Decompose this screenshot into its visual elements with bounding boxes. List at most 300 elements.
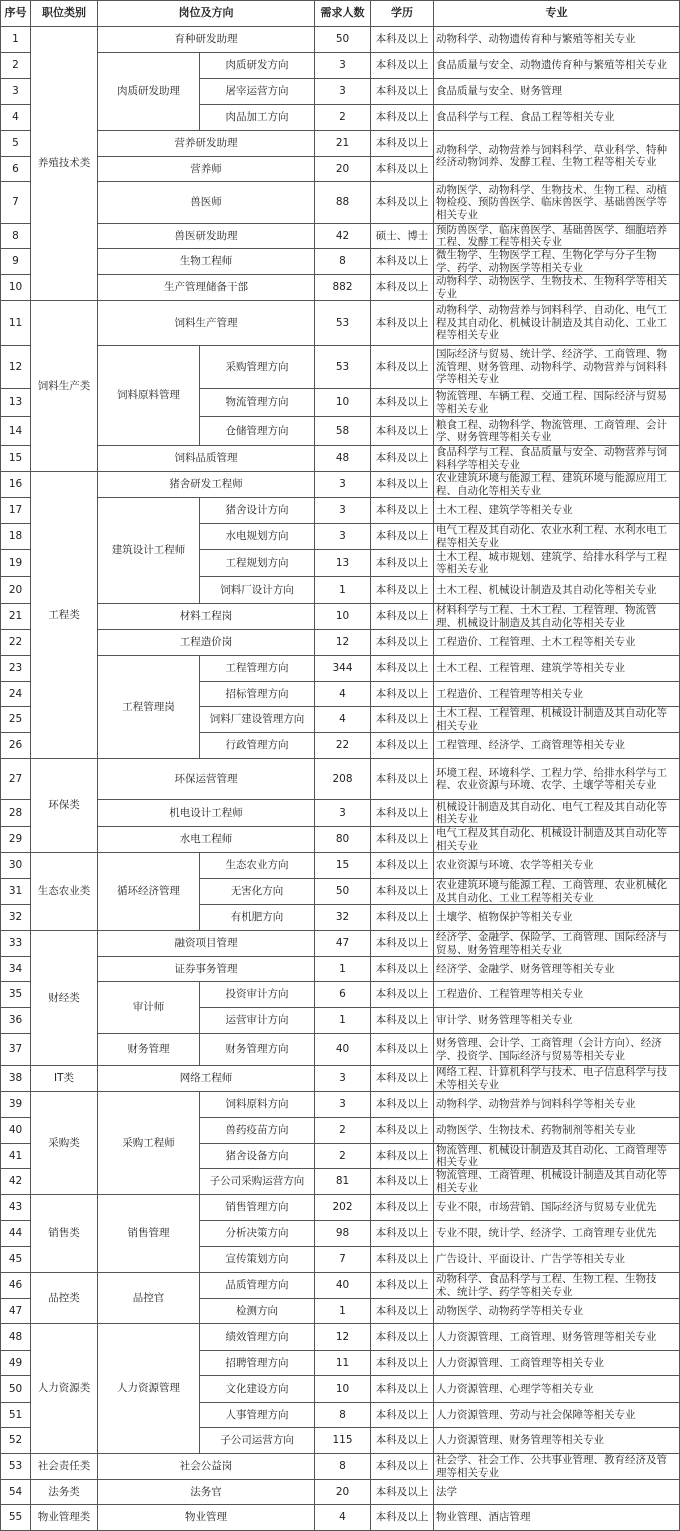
category-cell-text: 人力资源类 xyxy=(37,1382,91,1395)
education-cell-text: 本科及以上 xyxy=(375,316,429,329)
category-cell xyxy=(30,300,98,472)
major-cell xyxy=(433,248,680,275)
position-cell xyxy=(97,1065,315,1092)
major-cell-text: 专业不限，统计学、经济学、工商管理专业优先 xyxy=(436,1227,657,1240)
count-cell-text: 80 xyxy=(335,833,350,846)
category-cell-text: 饲料生产类 xyxy=(37,379,91,392)
education-cell xyxy=(370,549,434,577)
direction-cell xyxy=(199,706,315,733)
education-cell-text: 本科及以上 xyxy=(375,937,429,950)
direction-cell-text: 水电规划方向 xyxy=(225,530,289,543)
major-cell xyxy=(433,1272,680,1299)
education-cell xyxy=(370,497,434,524)
education-cell xyxy=(370,1168,434,1195)
count-cell xyxy=(314,852,371,879)
major-cell-text: 物流管理、工商管理、机械设计制造及其自动化等相关专业 xyxy=(436,1169,667,1194)
row-index-text: 7 xyxy=(12,196,19,209)
education-cell-text: 本科及以上 xyxy=(375,1408,429,1421)
row-index-text: 40 xyxy=(8,1124,23,1137)
count-cell-text: 1 xyxy=(339,583,346,596)
count-cell xyxy=(314,274,371,301)
row-index-text: 44 xyxy=(8,1227,23,1240)
row-index-text: 8 xyxy=(12,229,19,242)
count-cell xyxy=(314,1143,371,1169)
row-index-text: 18 xyxy=(8,530,23,543)
count-cell xyxy=(314,655,371,682)
major-cell xyxy=(433,1220,680,1247)
row-index-text: 3 xyxy=(12,85,19,98)
row-index-text: 37 xyxy=(8,1043,23,1056)
count-cell-text: 3 xyxy=(339,504,346,517)
direction-cell xyxy=(199,497,315,524)
education-cell-text: 本科及以上 xyxy=(375,739,429,752)
education-cell-text: 本科及以上 xyxy=(375,583,429,596)
row-index-text: 48 xyxy=(8,1330,23,1343)
education-cell xyxy=(370,248,434,275)
count-cell xyxy=(314,981,371,1008)
major-cell xyxy=(433,104,680,131)
position-cell xyxy=(97,471,315,498)
direction-cell xyxy=(199,852,315,879)
row-index-text: 21 xyxy=(8,610,23,623)
count-cell xyxy=(314,576,371,604)
major-cell xyxy=(433,1091,680,1118)
position-cell xyxy=(97,1479,315,1505)
major-cell xyxy=(433,345,680,389)
education-cell-text: 本科及以上 xyxy=(375,1460,429,1473)
count-cell-text: 882 xyxy=(332,281,353,294)
education-cell-text: 本科及以上 xyxy=(375,1149,429,1162)
education-cell xyxy=(370,130,434,157)
row-index-text: 24 xyxy=(8,687,23,700)
direction-cell-text: 饲料原料方向 xyxy=(225,1098,289,1111)
education-cell-text: 本科及以上 xyxy=(375,137,429,150)
education-cell-text: 本科及以上 xyxy=(375,396,429,409)
count-cell xyxy=(314,799,371,827)
category-cell xyxy=(30,1091,98,1195)
row-index xyxy=(0,181,31,224)
count-cell xyxy=(314,471,371,498)
row-index-text: 28 xyxy=(8,806,23,819)
category-cell-text: IT类 xyxy=(53,1072,74,1085)
major-cell xyxy=(433,78,680,105)
major-cell xyxy=(433,223,680,249)
row-index xyxy=(0,388,31,417)
count-cell xyxy=(314,156,371,182)
count-cell-text: 3 xyxy=(339,530,346,543)
row-index xyxy=(0,799,31,827)
position-group-cell xyxy=(97,1194,200,1273)
count-cell xyxy=(314,956,371,982)
education-cell xyxy=(370,1298,434,1324)
row-index xyxy=(0,1504,31,1531)
count-cell xyxy=(314,1504,371,1531)
major-cell-text: 人力资源管理、心理学等相关专业 xyxy=(436,1382,594,1395)
count-cell-text: 40 xyxy=(335,1043,350,1056)
position-cell xyxy=(97,956,315,982)
major-cell xyxy=(433,576,680,604)
direction-cell-text: 品质管理方向 xyxy=(225,1279,289,1292)
education-cell xyxy=(370,826,434,853)
major-cell-text: 工程造价、工程管理等相关专业 xyxy=(436,687,583,700)
count-cell xyxy=(314,1117,371,1144)
major-cell xyxy=(433,852,680,879)
count-cell-text: 40 xyxy=(335,1279,350,1292)
education-cell-text: 本科及以上 xyxy=(375,1304,429,1317)
position-group-cell xyxy=(97,52,200,131)
major-cell xyxy=(433,758,680,800)
position-group-cell-text: 品控官 xyxy=(132,1291,165,1304)
count-cell xyxy=(314,1402,371,1428)
direction-cell-text: 肉质研发方向 xyxy=(225,59,289,72)
education-cell xyxy=(370,274,434,301)
major-cell-text: 土木工程、城市规划、建筑学、给排水科学与工程等相关专业 xyxy=(436,550,667,575)
education-cell xyxy=(370,681,434,707)
row-index-text: 27 xyxy=(8,772,23,785)
count-cell xyxy=(314,904,371,931)
count-cell-text: 53 xyxy=(335,360,350,373)
education-cell-text: 本科及以上 xyxy=(375,988,429,1001)
direction-cell-text: 采购管理方向 xyxy=(225,360,289,373)
major-cell-text: 电气工程及其自动化、机械设计制造及其自动化等相关专业 xyxy=(436,827,667,852)
count-cell xyxy=(314,1453,371,1480)
row-index-text: 49 xyxy=(8,1356,23,1369)
count-cell xyxy=(314,181,371,224)
position-group-cell-text: 肉质研发助理 xyxy=(117,85,180,98)
category-cell xyxy=(30,26,98,301)
major-cell-text: 工程造价、工程管理、土木工程等相关专业 xyxy=(436,636,636,649)
education-cell-text: 本科及以上 xyxy=(375,885,429,898)
count-cell xyxy=(314,706,371,733)
education-cell xyxy=(370,799,434,827)
position-cell xyxy=(97,26,315,53)
count-cell xyxy=(314,1375,371,1403)
position-cell xyxy=(97,826,315,853)
row-index-text: 1 xyxy=(12,33,19,46)
major-cell xyxy=(433,26,680,53)
direction-cell-text: 工程管理方向 xyxy=(225,662,289,675)
row-index xyxy=(0,603,31,630)
position-cell-text: 证券事务管理 xyxy=(174,962,238,975)
direction-cell xyxy=(199,1402,315,1428)
education-cell xyxy=(370,878,434,905)
category-cell xyxy=(30,1065,98,1092)
direction-cell-text: 招聘管理方向 xyxy=(225,1356,289,1369)
major-cell-text: 动物科学、动物遗传育种与繁殖等相关专业 xyxy=(436,33,636,46)
count-cell xyxy=(314,603,371,630)
row-index xyxy=(0,878,31,905)
major-cell xyxy=(433,1065,680,1092)
education-cell-text: 本科及以上 xyxy=(375,162,429,175)
count-cell-text: 10 xyxy=(335,610,350,623)
major-cell-text: 工程造价、工程管理等相关专业 xyxy=(436,988,583,1001)
major-cell-text: 环境工程、环境科学、工程力学、给排水科学与工程、农业资源与环境、农学、土壤学等相关专业 xyxy=(436,766,667,791)
position-cell xyxy=(97,181,315,224)
education-cell xyxy=(370,732,434,759)
education-cell-text: 本科及以上 xyxy=(375,556,429,569)
category-cell xyxy=(30,1504,98,1531)
education-cell-text: 本科及以上 xyxy=(375,859,429,872)
major-cell-text: 动物医学、动物药学等相关专业 xyxy=(436,1304,583,1317)
education-cell-text: 本科及以上 xyxy=(375,1227,429,1240)
count-cell-text: 50 xyxy=(335,33,350,46)
position-cell-text: 饲料品质管理 xyxy=(174,452,238,465)
count-cell-text: 32 xyxy=(335,911,350,924)
row-index xyxy=(0,523,31,550)
education-cell xyxy=(370,445,434,472)
education-cell-text: 本科及以上 xyxy=(375,962,429,975)
row-index xyxy=(0,1091,31,1118)
row-index-text: 32 xyxy=(8,911,23,924)
row-index-text: 30 xyxy=(8,859,23,872)
count-cell-text: 88 xyxy=(335,196,350,209)
row-index xyxy=(0,1375,31,1403)
row-index-text: 34 xyxy=(8,962,23,975)
education-cell-text: 本科及以上 xyxy=(375,687,429,700)
count-cell xyxy=(314,1272,371,1299)
education-cell-text: 本科及以上 xyxy=(375,255,429,268)
header-category: 职位类别 xyxy=(30,0,98,27)
count-cell-text: 11 xyxy=(335,1356,350,1369)
education-cell xyxy=(370,1117,434,1144)
major-cell-text: 土木工程、工程管理、建筑学等相关专业 xyxy=(436,662,625,675)
education-cell-text: 本科及以上 xyxy=(375,1253,429,1266)
direction-cell-text: 饲料厂设计方向 xyxy=(220,583,294,596)
position-cell-text: 营养师 xyxy=(190,162,222,175)
position-group-cell xyxy=(97,1033,200,1066)
direction-cell-text: 工程规划方向 xyxy=(225,556,289,569)
direction-cell xyxy=(199,1033,315,1066)
major-cell xyxy=(433,1246,680,1273)
row-index-text: 12 xyxy=(8,360,23,373)
header-index: 序号 xyxy=(0,0,31,27)
education-cell xyxy=(370,223,434,249)
major-cell xyxy=(433,181,680,224)
direction-cell-text: 投资审计方向 xyxy=(225,988,289,1001)
count-cell-text: 115 xyxy=(332,1434,353,1447)
row-index xyxy=(0,1065,31,1092)
major-cell xyxy=(433,549,680,577)
major-cell-text: 人力资源管理、工商管理、财务管理等相关专业 xyxy=(436,1330,657,1343)
row-index-text: 54 xyxy=(8,1485,23,1498)
count-cell-text: 4 xyxy=(339,687,346,700)
row-index-text: 10 xyxy=(8,281,23,294)
row-index xyxy=(0,852,31,879)
position-cell-text: 生产管理储备干部 xyxy=(164,281,248,294)
position-cell-text: 材料工程岗 xyxy=(179,610,233,623)
position-group-cell xyxy=(97,655,200,759)
education-cell xyxy=(370,1402,434,1428)
direction-cell xyxy=(199,981,315,1008)
position-cell-text: 育种研发助理 xyxy=(174,33,238,46)
count-cell xyxy=(314,878,371,905)
row-index-text: 19 xyxy=(8,556,23,569)
education-cell xyxy=(370,655,434,682)
major-cell-text: 动物科学、动物营养与饲料科学等相关专业 xyxy=(436,1098,636,1111)
count-cell-text: 58 xyxy=(335,424,350,437)
major-cell xyxy=(433,1427,680,1454)
major-cell-text: 物业管理、酒店管理 xyxy=(436,1511,531,1524)
major-cell xyxy=(433,1168,680,1195)
count-cell-text: 12 xyxy=(335,1330,350,1343)
count-cell xyxy=(314,1091,371,1118)
row-index-text: 17 xyxy=(8,504,23,517)
row-index-text: 5 xyxy=(12,137,19,150)
education-cell-text: 本科及以上 xyxy=(375,833,429,846)
count-cell-text: 20 xyxy=(335,162,350,175)
count-cell xyxy=(314,497,371,524)
education-cell-text: 本科及以上 xyxy=(375,59,429,72)
major-cell xyxy=(433,681,680,707)
row-index-text: 52 xyxy=(8,1434,23,1447)
education-cell xyxy=(370,388,434,417)
education-cell-text: 本科及以上 xyxy=(375,1279,429,1292)
direction-cell-text: 饲料厂建设管理方向 xyxy=(209,713,305,726)
row-index xyxy=(0,1143,31,1169)
direction-cell-text: 无害化方向 xyxy=(230,885,284,898)
header-position: 岗位及方向 xyxy=(97,0,315,27)
major-cell-text: 法学 xyxy=(436,1485,457,1498)
direction-cell xyxy=(199,1246,315,1273)
education-cell xyxy=(370,1246,434,1273)
count-cell-text: 20 xyxy=(335,1485,350,1498)
major-cell-text: 经济学、金融学、保险学、工商管理、国际经济与贸易、财务管理等相关专业 xyxy=(436,931,667,956)
direction-cell xyxy=(199,1143,315,1169)
major-cell xyxy=(433,1453,680,1480)
count-cell-text: 1 xyxy=(339,1014,346,1027)
category-cell xyxy=(30,1323,98,1454)
major-cell xyxy=(433,497,680,524)
direction-cell-text: 子公司运营方向 xyxy=(220,1434,294,1447)
row-index xyxy=(0,1117,31,1144)
row-index-text: 45 xyxy=(8,1253,23,1266)
major-cell-text: 动物科学、动物医学、生物技术、生物科学等相关专业 xyxy=(436,275,667,300)
row-index xyxy=(0,1402,31,1428)
education-cell-text: 本科及以上 xyxy=(375,1330,429,1343)
row-index xyxy=(0,223,31,249)
direction-cell-text: 兽药疫苗方向 xyxy=(225,1124,289,1137)
education-cell xyxy=(370,1194,434,1221)
position-cell xyxy=(97,1453,315,1480)
education-cell-text: 本科及以上 xyxy=(375,281,429,294)
position-cell xyxy=(97,930,315,957)
major-cell-text: 动物科学、动物营养与饲料科学、草业科学、特种经济动物饲养、发酵工程、生物工程等相关专业 xyxy=(436,143,667,168)
row-index xyxy=(0,826,31,853)
major-cell-text: 人力资源管理、劳动与社会保障等相关专业 xyxy=(436,1408,636,1421)
education-cell-text: 本科及以上 xyxy=(375,713,429,726)
education-cell xyxy=(370,1272,434,1299)
count-cell-text: 6 xyxy=(339,988,346,1001)
count-cell xyxy=(314,1246,371,1273)
row-index-text: 15 xyxy=(8,452,23,465)
row-index-text: 6 xyxy=(12,162,19,175)
major-cell xyxy=(433,471,680,498)
count-cell-text: 202 xyxy=(332,1201,353,1214)
position-group-cell-text: 财务管理 xyxy=(127,1043,170,1056)
major-cell xyxy=(433,1117,680,1144)
position-cell xyxy=(97,223,315,249)
row-index xyxy=(0,274,31,301)
major-cell xyxy=(433,130,680,182)
count-cell xyxy=(314,930,371,957)
category-cell xyxy=(30,930,98,1066)
row-index-text: 42 xyxy=(8,1175,23,1188)
education-cell xyxy=(370,930,434,957)
count-cell-text: 3 xyxy=(339,1098,346,1111)
row-index xyxy=(0,1298,31,1324)
count-cell xyxy=(314,758,371,800)
count-cell xyxy=(314,1065,371,1092)
row-index-text: 41 xyxy=(8,1149,23,1162)
count-cell-text: 3 xyxy=(339,59,346,72)
major-cell-text: 农业建筑环境与能源工程、工商管理、农业机械化及其自动化、工业工程等相关专业 xyxy=(436,879,667,904)
row-index-text: 33 xyxy=(8,937,23,950)
education-cell-text: 本科及以上 xyxy=(375,504,429,517)
count-cell xyxy=(314,52,371,79)
category-cell-text: 工程类 xyxy=(48,608,80,621)
row-index-text: 36 xyxy=(8,1014,23,1027)
count-cell-text: 1 xyxy=(339,962,346,975)
education-cell-text: 本科及以上 xyxy=(375,1511,429,1524)
row-index xyxy=(0,26,31,53)
direction-cell xyxy=(199,1323,315,1351)
count-cell xyxy=(314,388,371,417)
major-cell-text: 经济学、金融学、财务管理等相关专业 xyxy=(436,962,615,975)
category-cell-text: 销售类 xyxy=(48,1227,80,1240)
header-education: 学历 xyxy=(370,0,434,27)
major-cell-text: 广告设计、平面设计、广告学等相关专业 xyxy=(436,1253,625,1266)
position-cell-text: 融资项目管理 xyxy=(174,937,238,950)
row-index xyxy=(0,1168,31,1195)
major-cell-text: 电气工程及其自动化、农业水利工程、水利水电工程等相关专业 xyxy=(436,524,667,549)
row-index-text: 13 xyxy=(8,396,23,409)
row-index xyxy=(0,445,31,472)
direction-cell-text: 文化建设方向 xyxy=(225,1382,289,1395)
major-cell xyxy=(433,629,680,656)
row-index-text: 26 xyxy=(8,739,23,752)
category-cell-text: 品控类 xyxy=(48,1291,80,1304)
direction-cell xyxy=(199,1375,315,1403)
category-cell-text: 环保类 xyxy=(48,799,80,812)
row-index-text: 50 xyxy=(8,1382,23,1395)
education-cell xyxy=(370,904,434,931)
major-cell xyxy=(433,981,680,1008)
major-cell-text: 动物医学、动物科学、生物技术、生物工程、动植物检疫、预防兽医学、临床兽医学、基础兽医学等相关专业 xyxy=(436,183,667,221)
count-cell xyxy=(314,248,371,275)
header-count: 需求人数 xyxy=(314,0,371,27)
direction-cell-text: 猪舍设计方向 xyxy=(225,504,289,517)
major-cell xyxy=(433,1402,680,1428)
count-cell-text: 7 xyxy=(339,1253,346,1266)
row-index xyxy=(0,345,31,389)
direction-cell-text: 行政管理方向 xyxy=(225,739,289,752)
major-cell-text: 物流管理、机械设计制造及其自动化、工商管理等相关专业 xyxy=(436,1143,667,1168)
row-index xyxy=(0,576,31,604)
count-cell xyxy=(314,1298,371,1324)
row-index xyxy=(0,1007,31,1034)
count-cell xyxy=(314,681,371,707)
position-cell xyxy=(97,799,315,827)
major-cell xyxy=(433,1350,680,1376)
education-cell xyxy=(370,181,434,224)
count-cell-text: 3 xyxy=(339,478,346,491)
direction-cell-text: 有机肥方向 xyxy=(230,911,284,924)
major-cell xyxy=(433,416,680,446)
education-cell xyxy=(370,1479,434,1505)
direction-cell xyxy=(199,52,315,79)
position-cell-text: 物业管理 xyxy=(185,1511,227,1524)
education-cell-text: 本科及以上 xyxy=(375,1072,429,1085)
